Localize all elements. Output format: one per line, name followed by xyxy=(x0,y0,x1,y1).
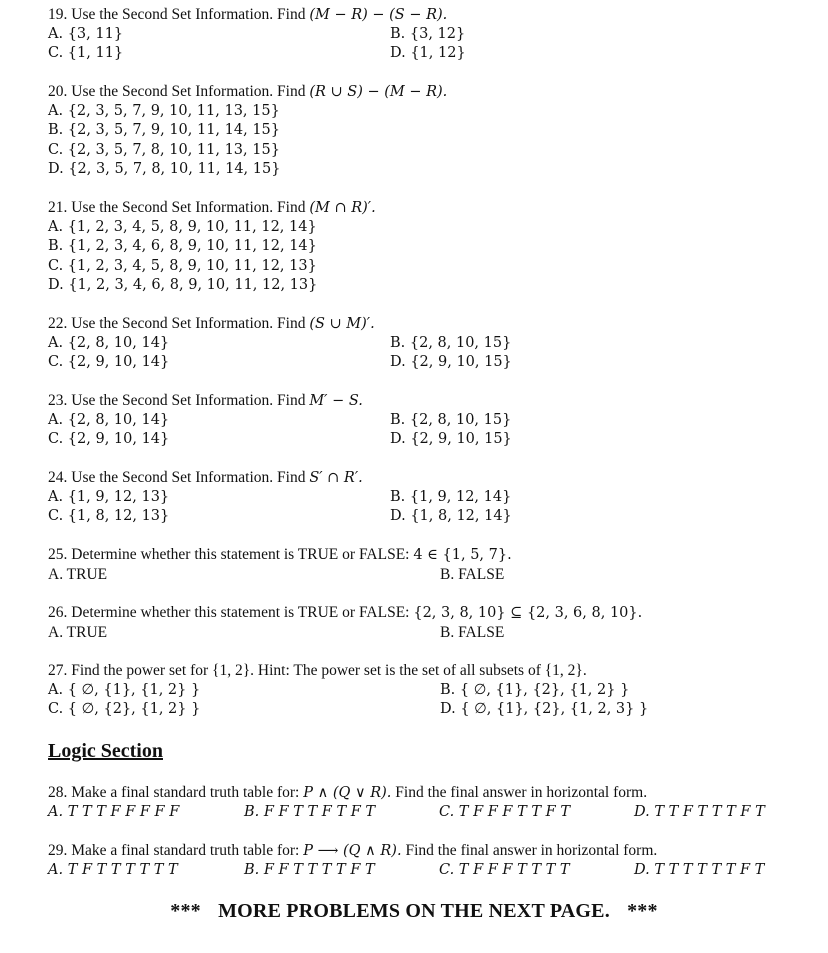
option-a: A. {2, 8, 10, 14} xyxy=(48,411,170,428)
question-text-after: Find the final answer in horizontal form. xyxy=(405,842,658,859)
option-c: C. {1, 11} xyxy=(48,45,124,61)
question-expression: P ∧ (Q ∨ R). xyxy=(303,785,392,801)
question-prompt xyxy=(48,783,788,803)
question-23 xyxy=(48,391,788,450)
question-text: Find the power set for {1, 2}. Hint: The power set is the set of all subsets of {1, 2}. xyxy=(71,662,587,679)
question-expression: (M ∩ R)′. xyxy=(309,200,376,216)
question-number: 25. xyxy=(48,546,68,563)
question-19 xyxy=(48,5,788,64)
section-heading-logic: Logic Section xyxy=(48,740,163,762)
option-d: D. {1, 8, 12, 14} xyxy=(390,508,512,524)
question-expression: M′ − S. xyxy=(309,393,363,409)
question-26 xyxy=(48,603,788,642)
option-b: B. {3, 12} xyxy=(390,25,466,42)
question-expression: S′ ∩ R′. xyxy=(309,470,363,486)
option-b: B. {1, 9, 12, 14} xyxy=(390,488,512,505)
option-a: A. TRUE xyxy=(48,623,108,641)
option-c: C. {2, 3, 5, 7, 8, 10, 11, 13, 15} xyxy=(48,141,280,158)
option-d: D. {2, 9, 10, 15} xyxy=(390,431,512,447)
question-22 xyxy=(48,314,788,373)
option-c: C. {1, 2, 3, 4, 5, 8, 9, 10, 11, 12, 13} xyxy=(48,257,317,274)
option-d: D. { ∅, {1}, {2}, {1, 2, 3} } xyxy=(440,701,649,717)
option-d: D. {2, 9, 10, 15} xyxy=(390,354,512,370)
option-b: B. FALSE xyxy=(440,565,505,583)
option-b: B. {2, 3, 5, 7, 9, 10, 11, 14, 15} xyxy=(48,122,280,138)
question-prompt xyxy=(48,198,788,218)
option-a: A. {2, 8, 10, 14} xyxy=(48,334,170,351)
question-number: 26. xyxy=(48,604,68,621)
option-c: C. T F F F T T T T xyxy=(439,861,570,878)
option-c: C. T F F F T T F T xyxy=(439,803,570,820)
option-a: A. TRUE xyxy=(48,565,108,583)
option-d: D. {1, 2, 3, 4, 6, 8, 9, 10, 11, 12, 13} xyxy=(48,277,318,293)
option-c: C. { ∅, {2}, {1, 2} } xyxy=(48,701,201,717)
question-text: Determine whether this statement is TRUE or FALSE: xyxy=(71,546,410,563)
question-prompt xyxy=(48,5,788,25)
option-d: D. T T F T T T F T xyxy=(634,803,765,820)
question-text: Make a final standard truth table for: xyxy=(71,784,300,801)
question-prompt xyxy=(48,661,788,681)
option-a: A. {3, 11} xyxy=(48,25,124,42)
question-expression: {2, 3, 8, 10} ⊆ {2, 3, 6, 8, 10}. xyxy=(413,605,643,621)
question-text: Use the Second Set Information. Find xyxy=(71,315,306,332)
option-b: B. {1, 2, 3, 4, 6, 8, 9, 10, 11, 12, 14} xyxy=(48,238,317,254)
option-a: A. {1, 9, 12, 13} xyxy=(48,488,170,505)
option-a: A. T F T T T T T T xyxy=(48,861,178,878)
question-expression: P ⟶ (Q ∧ R). xyxy=(303,843,402,859)
footer-stars-left: *** xyxy=(170,900,201,922)
question-expression: (M − R) − (S − R). xyxy=(309,7,448,23)
question-number: 23. xyxy=(48,392,68,409)
option-d: D. T T T T T T F T xyxy=(634,861,765,878)
question-number: 21. xyxy=(48,199,68,216)
option-a: A. {1, 2, 3, 4, 5, 8, 9, 10, 11, 12, 14} xyxy=(48,218,317,235)
option-b: B. F F T T T T F T xyxy=(244,861,375,878)
option-c: C. {2, 9, 10, 14} xyxy=(48,354,170,370)
question-number: 27. xyxy=(48,662,68,679)
question-number: 28. xyxy=(48,784,68,801)
question-number: 24. xyxy=(48,469,68,486)
question-text: Use the Second Set Information. Find xyxy=(71,469,306,486)
question-prompt xyxy=(48,82,788,102)
question-number: 20. xyxy=(48,83,68,100)
footer-note xyxy=(0,900,828,923)
question-text: Use the Second Set Information. Find xyxy=(71,6,306,23)
question-27 xyxy=(48,661,788,720)
option-d: D. {1, 12} xyxy=(390,45,466,61)
question-text: Use the Second Set Information. Find xyxy=(71,199,306,216)
option-b: B. {2, 8, 10, 15} xyxy=(390,334,512,351)
question-text: Determine whether this statement is TRUE or FALSE: xyxy=(71,604,410,621)
option-a: A. T T T F F F F F xyxy=(48,803,180,820)
question-prompt xyxy=(48,468,788,488)
question-expression: (S ∪ M)′. xyxy=(309,316,375,332)
option-c: C. {2, 9, 10, 14} xyxy=(48,431,170,447)
question-24 xyxy=(48,468,788,527)
question-text: Make a final standard truth table for: xyxy=(71,842,300,859)
question-number: 29. xyxy=(48,842,68,859)
question-prompt xyxy=(48,841,788,861)
option-d: D. {2, 3, 5, 7, 8, 10, 11, 14, 15} xyxy=(48,161,281,177)
question-expression: 4 ∈ {1, 5, 7}. xyxy=(413,547,512,563)
question-29 xyxy=(48,841,788,880)
question-text-after: Find the final answer in horizontal form. xyxy=(395,784,648,801)
option-a: A. {2, 3, 5, 7, 9, 10, 11, 13, 15} xyxy=(48,102,280,119)
question-prompt xyxy=(48,314,788,334)
option-b: B. { ∅, {1}, {2}, {1, 2} } xyxy=(440,681,630,698)
question-prompt xyxy=(48,391,788,411)
option-b: B. F F T T F T F T xyxy=(244,803,376,820)
option-a: A. { ∅, {1}, {1, 2} } xyxy=(48,681,201,698)
question-prompt xyxy=(48,545,788,565)
question-text: Use the Second Set Information. Find xyxy=(71,83,306,100)
question-prompt xyxy=(48,603,788,623)
question-text: Use the Second Set Information. Find xyxy=(71,392,306,409)
question-25 xyxy=(48,545,788,584)
option-b: B. FALSE xyxy=(440,623,505,641)
question-20 xyxy=(48,82,788,180)
footer-text: MORE PROBLEMS ON THE NEXT PAGE. xyxy=(218,900,610,922)
question-number: 22. xyxy=(48,315,68,332)
option-b: B. {2, 8, 10, 15} xyxy=(390,411,512,428)
footer-stars-right: *** xyxy=(627,900,658,922)
question-21 xyxy=(48,198,788,296)
question-number: 19. xyxy=(48,6,68,23)
option-c: C. {1, 8, 12, 13} xyxy=(48,508,170,524)
question-expression: (R ∪ S) − (M − R). xyxy=(309,84,448,100)
question-28 xyxy=(48,783,788,822)
